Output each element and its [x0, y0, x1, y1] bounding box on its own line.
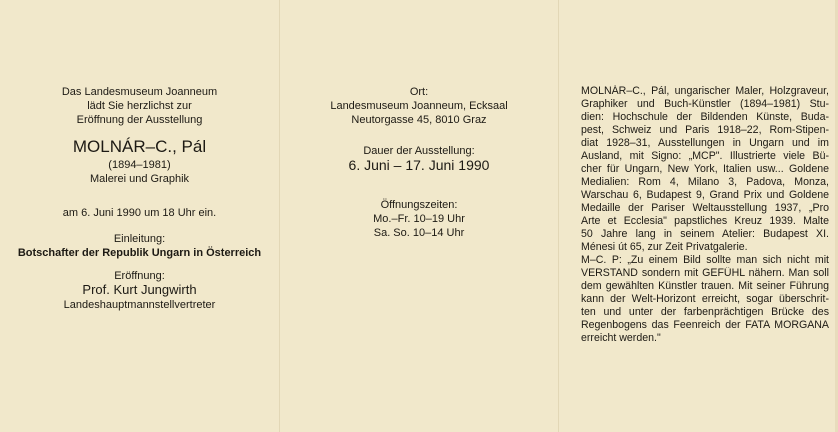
venue-label: Ort: [409, 86, 429, 98]
artist-years: (1894–1981) [108, 159, 171, 171]
opening-hours-weekday: Mo.–Fr. 10–19 Uhr [373, 213, 465, 225]
biography-line: kann der Welt-Horizont erreicht, sogar überschrit- [581, 293, 829, 305]
biography-line: dien: Hochschule der Bildenden Künste, Buda- [581, 111, 829, 123]
biography-line: pest, Schweiz und Paris 1918–22, Rom-Stipen- [581, 124, 829, 136]
biography-line: VERSTAND sondern mit GEFÜHL nähern. Man soll [581, 267, 829, 279]
intro-label: Einleitung: [113, 233, 166, 245]
opening-label: Eröffnung: [114, 270, 165, 282]
biography-line: Medaille der Pariser Weltausstellung 1937, „Pro [581, 202, 829, 214]
biography-line: Ausland, mit Signo: „MCP". Illustrierte viele Bü- [581, 150, 829, 162]
opening-date-time: am 6. Juni 1990 um 18 Uhr ein. [62, 207, 217, 219]
biography-line: Arte et Ecclesia" papstliches Kreuz 1939. Malte [581, 215, 829, 227]
opening-hours-label: Öffnungszeiten: [380, 199, 458, 211]
invitation-line-2: lädt Sie herzlichst zur [87, 100, 192, 112]
intro-speaker: Botschafter der Republik Ungarn in Österreich [17, 247, 262, 259]
opening-speaker: Prof. Kurt Jungwirth [82, 282, 197, 297]
venue-line-2: Neutorgasse 45, 8010 Graz [351, 114, 487, 126]
biography-line: Ménesi út 65, zur Zeit Privatgalerie. [581, 241, 748, 253]
venue-line-1: Landesmuseum Joanneum, Ecksaal [330, 100, 508, 112]
biography-line: M–C. P: „Zu einem Bild sollte man sich nicht mit [581, 254, 829, 266]
opening-hours-weekend: Sa. So. 10–14 Uhr [373, 227, 465, 239]
biography-line: Graphiker und Buch-Künstler (1894–1981) Stu- [581, 98, 829, 110]
biography-line: Medialien: Rom 4, Milano 3, Padova, Monza, [581, 176, 829, 188]
biography-line: dem gewählten Künstler trauen. Mit seiner Führung [581, 280, 829, 292]
duration-label: Dauer der Ausstellung: [363, 145, 475, 157]
venue-panel [280, 0, 558, 432]
duration-dates: 6. Juni – 17. Juni 1990 [348, 157, 490, 173]
biography-line: MOLNÁR–C., Pál, ungarischer Maler, Holzgraveur, [581, 85, 829, 97]
biography-panel [559, 0, 838, 432]
biography-line: diat 1928–31, Ausstellungen in Ungarn und im [581, 137, 829, 149]
artist-name: MOLNÁR–C., Pál [72, 137, 207, 156]
artist-media: Malerei und Graphik [89, 173, 190, 185]
biography-line: Regenbogens das Feenreich der FATA MORGANA [581, 319, 829, 331]
biography-line: erreicht werden." [581, 332, 661, 344]
opening-speaker-role: Landeshauptmannstellvertreter [63, 299, 216, 311]
invitation-line-3: Eröffnung der Ausstellung [76, 114, 203, 126]
invitation-panel [0, 0, 279, 432]
biography-line: cher für Ungarn, New York, Italien usw... Goldene [581, 163, 829, 175]
invitation-line-1: Das Landesmuseum Joanneum [61, 86, 218, 98]
biography-line: ten und unter der farbenprächtigen Brücke des [581, 306, 829, 318]
biography-line: 50 Jahre lang in seinem Atelier: Budapest XI. [581, 228, 829, 240]
biography-line: Warschau 6, Budapest 9, Grand Prix und Goldene [581, 189, 829, 201]
biography-text [581, 85, 829, 345]
